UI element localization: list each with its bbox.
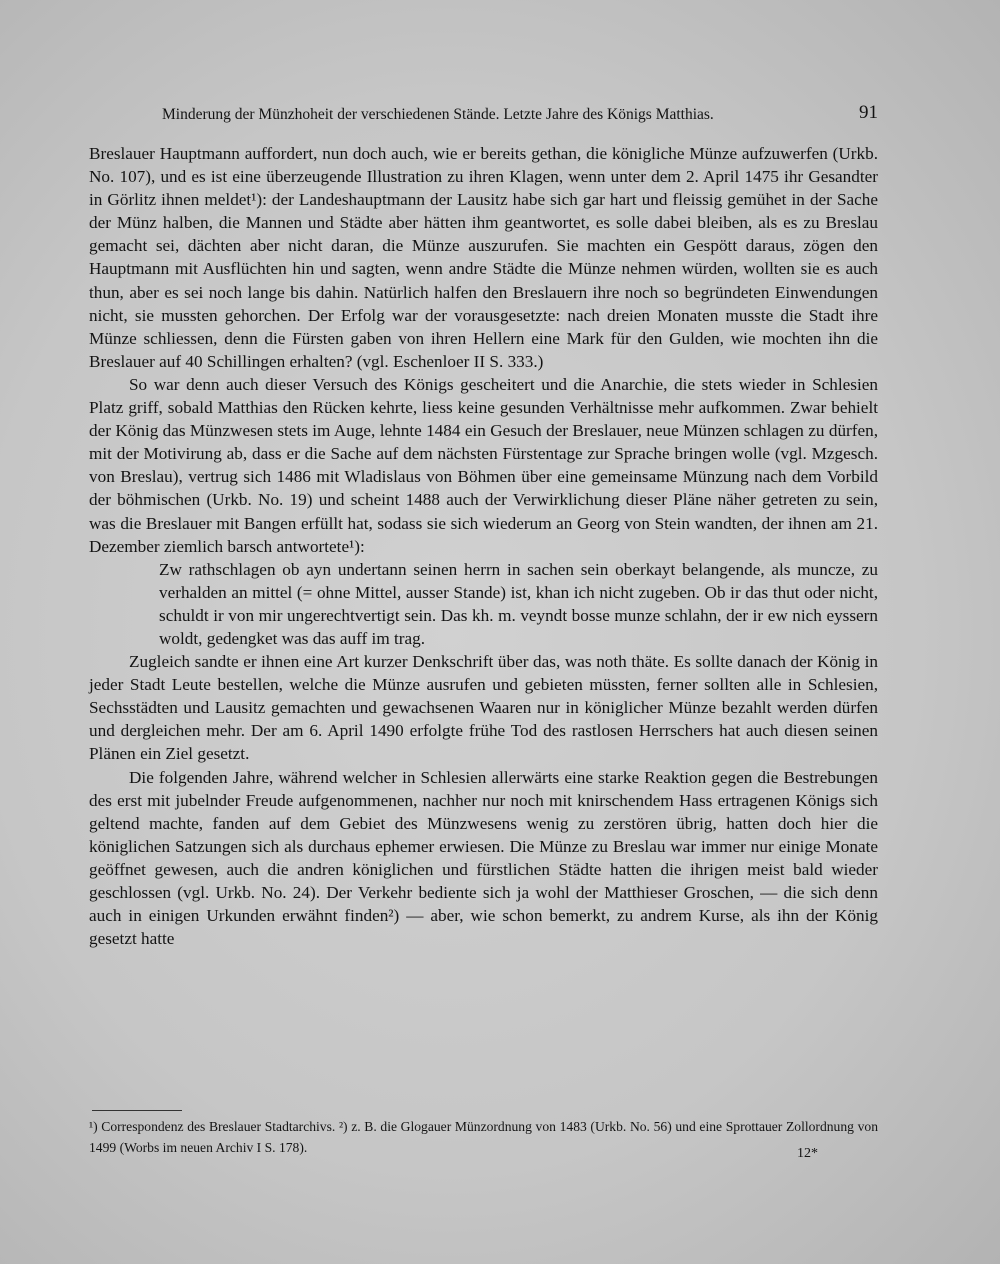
footnotes: [89, 1116, 878, 1158]
quote-text: Zw rathschlagen ob ayn undertann seinen herrn in sachen sein oberkayt belangende, als muncze, zu verhalden an mittel (= ohne Mittel, ausser Stande) ist, khan ich nicht zugeben. Ob ir das thut oder nicht, schuldt ir von mir ungerechtvertigt sein. Das kh. m. veyndt bosse munze schlahn, der ir ew nich eyssern woldt, gedengket was das auff im trag.: [159, 559, 878, 648]
footnote-divider: [92, 1110, 182, 1111]
page-number: 91: [859, 102, 878, 123]
running-title: Minderung der Münzhoheit der verschiedenen Stände. Letzte Jahre des Königs Matthias.: [162, 106, 714, 123]
main-text: [89, 142, 878, 950]
footnote-text: ¹) Correspondenz des Breslauer Stadtarchivs. ²) z. B. die Glogauer Münzordnung von 1483 (Urkb. No. 56) und eine Sprottauer Zollordnung von 1499 (Worbs im neuen Archiv I S. 178).: [89, 1119, 878, 1155]
running-header: [162, 102, 878, 126]
block-quote: [159, 558, 878, 650]
paragraph: Zugleich sandte er ihnen eine Art kurzer Denkschrift über das, was noth thäte. Es sollte danach der König in jeder Stadt Leute bestellen, welche die Münze ausrufen und gebieten müssten, ferner sollten alle in Schlesien, Sechsstädten und Lausitz gemachten und gewachsenen Waaren nur in königlicher Münze bezahlt werden dürfen und dergleichen mehr. Der am 6. April 1490 erfolgte frühe Tod des rastlosen Herrschers hat auch diesen seinen Plänen ein Ziel gesetzt.: [89, 652, 878, 764]
paragraph: So war denn auch dieser Versuch des Königs gescheitert und die Anarchie, die stets wieder in Schlesien Platz griff, sobald Matthias den Rücken kehrte, liess keine gesunden Verhältnisse mehr aufkommen. Zwar behielt der König das Münzwesen stets im Auge, lehnte 1484 ein Gesuch der Breslauer, neue Münzen schlagen zu dürfen, mit der Motivirung ab, dass er die Sache auf dem nächsten Fürstentage zur Sprache bringen wolle (vgl. Mzgesch. von Breslau), vertrug sich 1486 mit Wladislaus von Böhmen über eine gemeinsame Münzung nach dem Vorbild der böhmischen (Urkb. No. 19) und scheint 1488 auch der Verwirklichung dieser Pläne näher getreten zu sein, was die Breslauer mit Bangen erfüllt hat, sodass sie sich wiederum an Georg von Stein wandten, der ihnen am 21. Dezember ziemlich barsch antwortete¹):: [89, 374, 878, 556]
paragraph: Die folgenden Jahre, während welcher in Schlesien allerwärts eine starke Reaktion gegen die Bestrebungen des erst mit jubelnder Freude aufgenommenen, nachher nur noch mit knirschendem Hass ertragenen Königs sich geltend machte, fanden auf dem Gebiet des Münzwesens wenig zu zerstören übrig, hatten doch hier die königlichen Satzungen sich als durchaus ephemer erwiesen. Die Münze zu Breslau war immer nur einige Monate geöffnet gewesen, auch die andren königlichen und fürstlichen Städte hatten die ihrigen meist bald wieder geschlossen (vgl. Urkb. No. 24). Der Verkehr bediente sich ja wohl der Matthieser Groschen, — die sich denn auch in einigen Urkunden erwähnt finden²) — aber, wie schon bemerkt, zu andrem Kurse, als ihn der König gesetzt hatte: [89, 767, 878, 949]
printer-signature-mark: 12*: [797, 1146, 818, 1161]
paragraph: Breslauer Hauptmann auffordert, nun doch auch, wie er bereits gethan, die königliche Münze aufzuwerfen (Urkb. No. 107), und es ist eine überzeugende Illustration zu ihren Klagen, wenn unter dem 2. April 1475 ihr Gesandter in Görlitz ihnen meldet¹): der Landeshauptmann der Lausitz habe sich gar hart und fleissig gemühet in der Sache der Münz halben, die Mannen und Städte aber hätten ihm geantwortet, es solle dabei bleiben, als es zu Breslau gemacht sei, dächten aber nicht daran, die Münze auszurufen. Sie machten ein Gespött daraus, zögen den Hauptmann mit Ausflüchten hin und sagten, wenn andre Städte die Münze nehmen würden, wollten sie es auch thun, aber es sei noch lange bis dahin. Natürlich halfen den Breslauern ihre noch so begründeten Einwendungen nicht, sie mussten gehorchen. Der Erfolg war der vorausgesetzte: nach dreien Monaten musste die Stadt ihre Münze schliessen, denn die Fürsten gaben von ihren Hellern eine Mark für den Gulden, wie mochten ihn die Breslauer auf 40 Schillingen erhalten? (vgl. Eschenloer II S. 333.): [89, 144, 878, 371]
